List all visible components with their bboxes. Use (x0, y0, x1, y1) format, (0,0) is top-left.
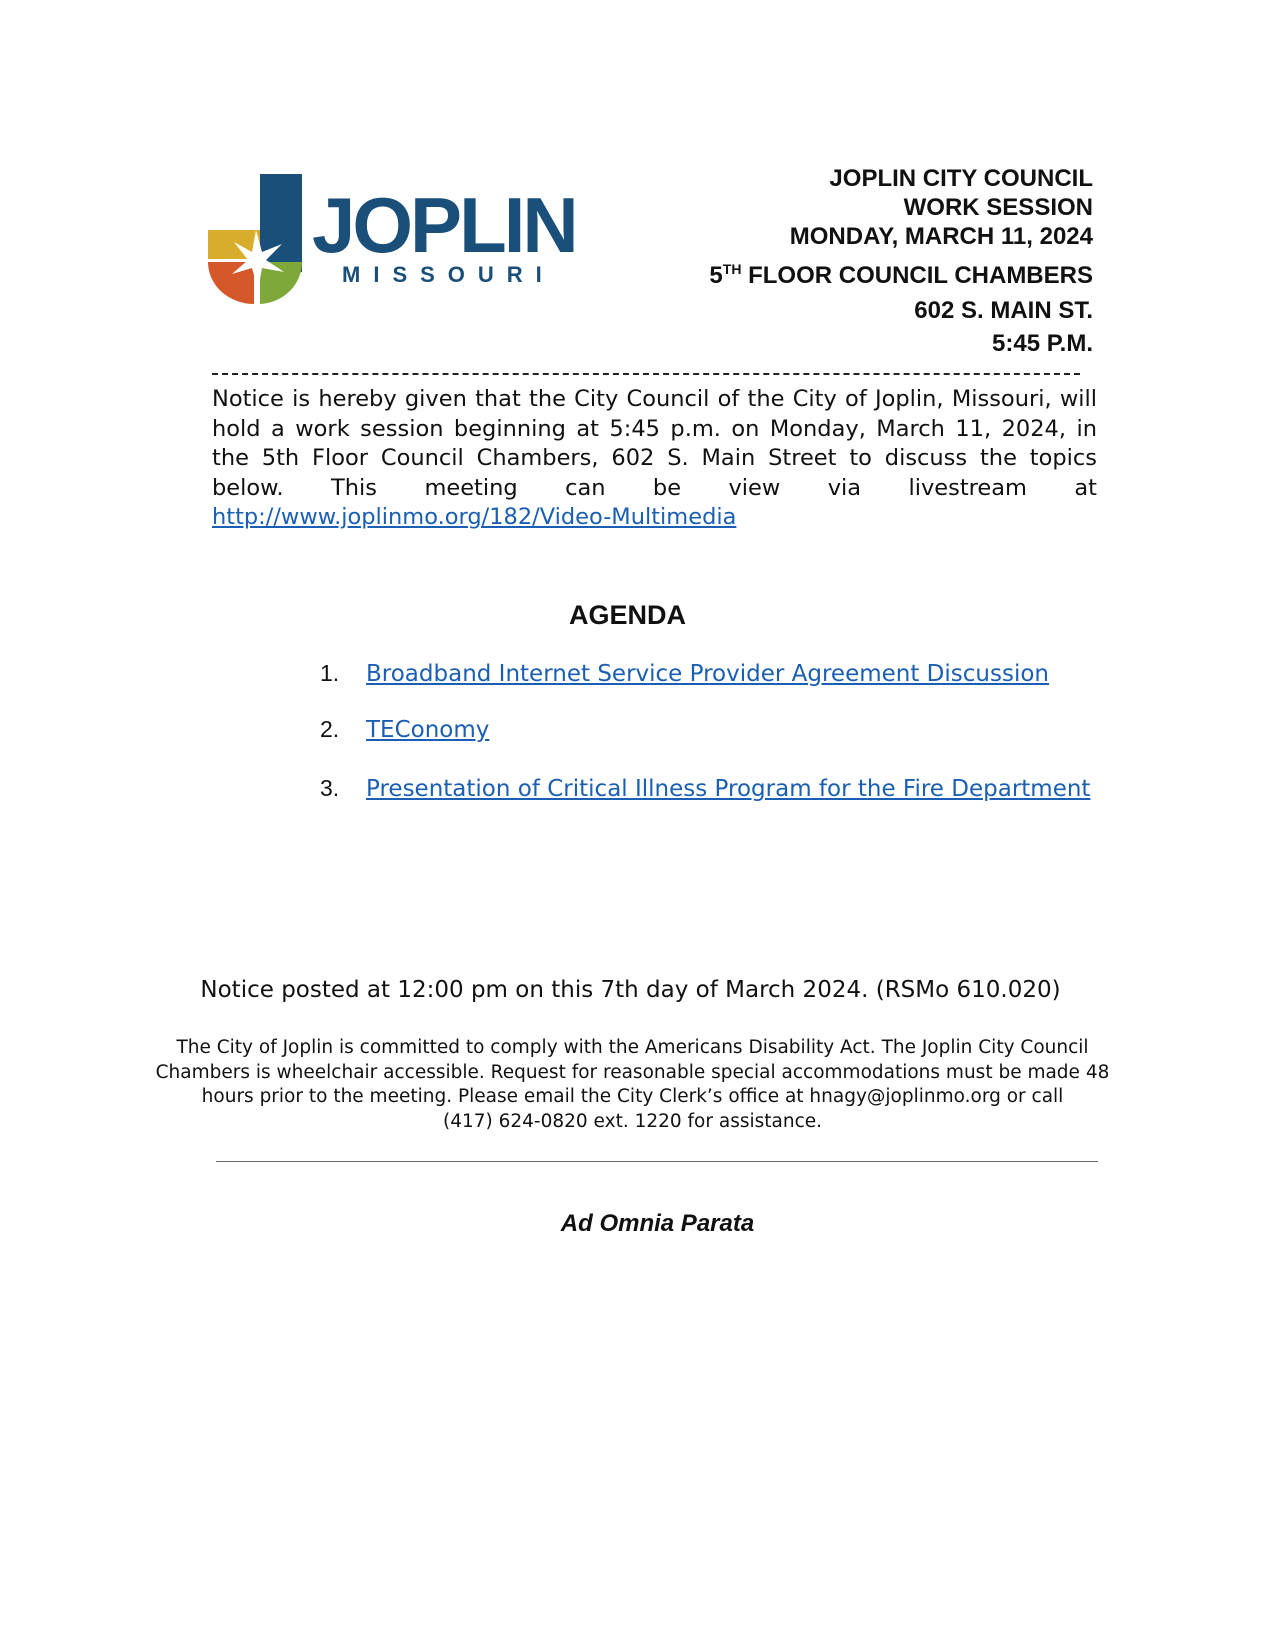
ada-line: The City of Joplin is committed to comply with the Americans Disability Act. The Joplin City Council (176, 1037, 1089, 1058)
notice-paragraph (212, 385, 1097, 533)
header-divider (212, 373, 1080, 375)
header-time: 5:45 P.M. (992, 330, 1093, 357)
header-date: MONDAY, MARCH 11, 2024 (789, 223, 1093, 250)
joplin-logo (208, 172, 578, 307)
header-event: WORK SESSION (903, 194, 1093, 221)
agenda-item-link[interactable]: Presentation of Critical Illness Program for the Fire Department (366, 776, 1091, 802)
posted-notice: Notice posted at 12:00 pm on this 7th day of March 2024. (RSMo 610.020) (200, 977, 1061, 1003)
ada-line: Chambers is wheelchair accessible. Request for reasonable special accommodations must be made 48 (155, 1061, 1110, 1083)
ada-line: hours prior to the meeting. Please email the City Clerk’s office at hnagy@joplinmo.org or call (201, 1086, 1064, 1107)
floor-superscript: TH (722, 261, 742, 277)
notice-text: Notice is hereby given that the City Council of the City of Joplin, Missouri, will hold a work session beginning at 5:45 p.m. on Monday, March 11, 2024, in the 5th Floor Council Chambers, 602 S. Main Street to discuss the topics below. This meeting can be view via livestream at (212, 386, 1097, 501)
floor-number: 5 (709, 262, 723, 289)
agenda-item (320, 716, 489, 743)
logo-wordmark: JOPLIN (312, 181, 576, 269)
city-motto: Ad Omnia Parata (560, 1210, 755, 1237)
agenda-item (320, 775, 1090, 802)
footer-divider (216, 1161, 1098, 1162)
agenda-item-link[interactable]: Broadband Internet Service Provider Agreement Discussion (366, 661, 1049, 687)
logo-subtitle: MISSOURI (342, 262, 555, 287)
agenda-title: AGENDA (568, 600, 686, 630)
header-address: 602 S. MAIN ST. (914, 297, 1093, 324)
header-org: JOPLIN CITY COUNCIL (829, 165, 1093, 192)
header-location (709, 251, 1093, 294)
agenda-item-number: 2. (320, 716, 340, 742)
agenda-item-number: 3. (320, 775, 340, 801)
agenda-item (320, 660, 1049, 687)
ada-line: (417) 624-0820 ext. 1220 for assistance. (442, 1110, 822, 1132)
agenda-item-number: 1. (320, 660, 340, 686)
livestream-link[interactable]: http://www.joplinmo.org/182/Video-Multimedia (212, 504, 737, 530)
ada-statement (140, 1036, 1125, 1134)
meeting-header (709, 164, 1093, 360)
floor-rest: FLOOR COUNCIL CHAMBERS (741, 262, 1093, 289)
agenda-item-link[interactable]: TEConomy (366, 717, 490, 743)
city-emblem-icon (208, 172, 318, 307)
